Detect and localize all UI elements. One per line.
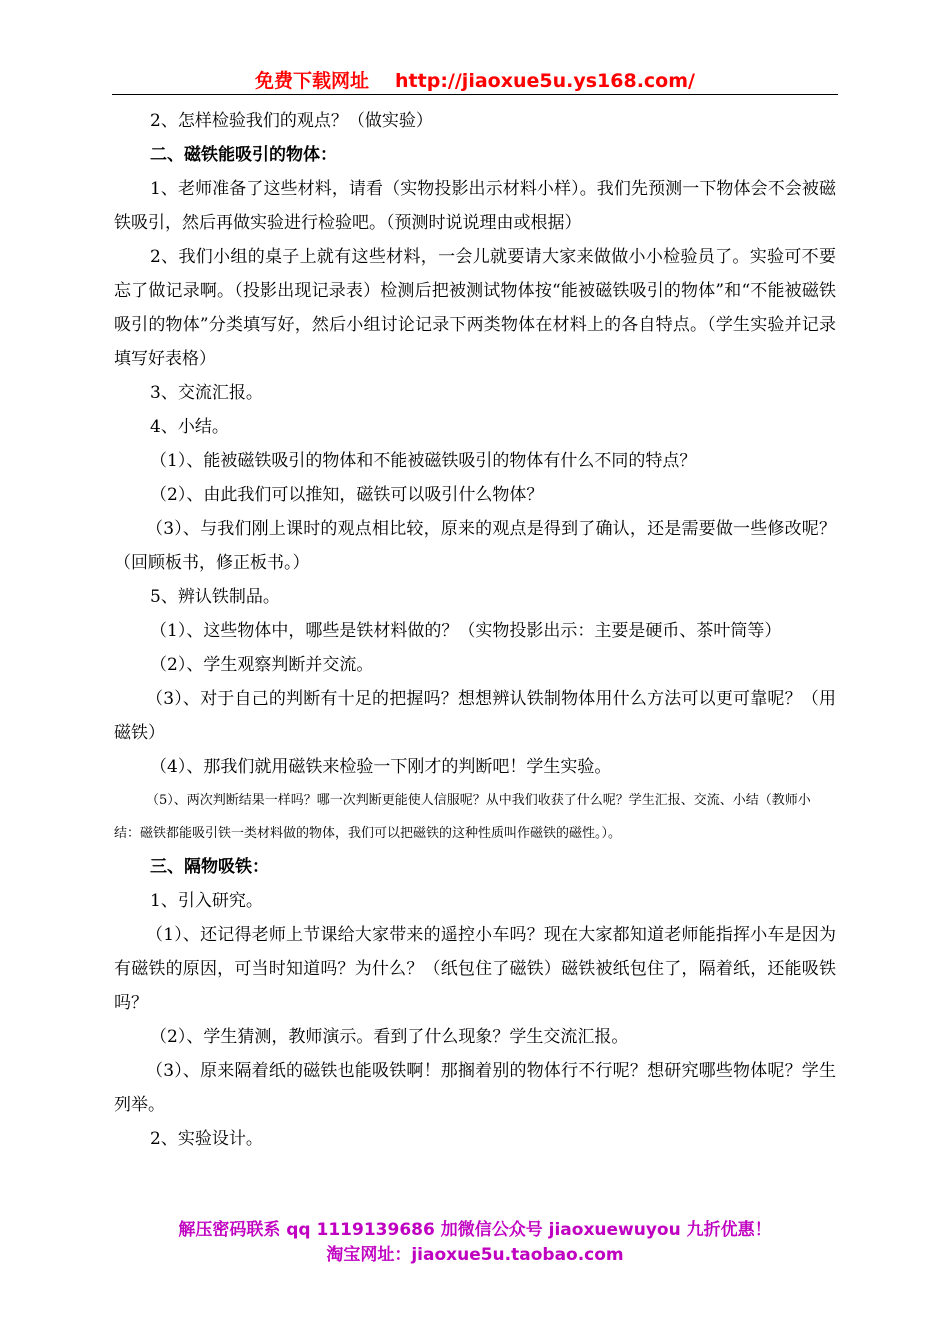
list-item: （2）、由此我们可以推知，磁铁可以吸引什么物体？ (150, 485, 544, 505)
list-item: （1）、这些物体中，哪些是铁材料做的？（实物投影出示：主要是硬币、茶叶筒等） (150, 621, 782, 641)
list-item-small: （5）、两次判断结果一样吗？哪一次判断更能使人信服呢？从中我们收获了什么呢？学生汇报、交流、小结（教师小结：磁铁都能吸引铁一类材料做的物体，我们可以把磁铁的这种性质叫作磁铁的磁性。）。 (114, 793, 811, 841)
page-footer (0, 1218, 950, 1268)
header-url[interactable]: http://jiaoxue5u.ys168.com/ (395, 70, 695, 92)
paragraph: 1、引入研究。 (150, 891, 263, 911)
section-heading: 三、隔物吸铁： (150, 857, 269, 877)
footer-contact-line: 解压密码联系 qq 1119139686 加微信公众号 jiaoxuewuyou 九折优惠！ (178, 1220, 772, 1240)
paragraph: 5、辨认铁制品。 (150, 587, 280, 607)
paragraph: 2、怎样检验我们的观点？（做实验） (150, 111, 433, 131)
paragraph: 4、小结。 (150, 417, 229, 437)
list-item: （1）、能被磁铁吸引的物体和不能被磁铁吸引的物体有什么不同的特点？ (150, 451, 697, 471)
list-item: （1）、还记得老师上节课给大家带来的遥控小车吗？现在大家都知道老师能指挥小车是因为有磁铁的原因，可当时知道吗？为什么？（纸包住了磁铁）磁铁被纸包住了，隔着纸，还能吸铁吗？ (114, 925, 836, 1013)
footer-shop-line[interactable]: 淘宝网址：jiaoxue5u.taobao.com (326, 1245, 624, 1265)
list-item: （2）、学生猜测，教师演示。看到了什么现象？学生交流汇报。 (150, 1027, 629, 1047)
page-header (0, 66, 950, 93)
header-divider (112, 94, 838, 95)
paragraph: 2、实验设计。 (150, 1129, 263, 1149)
paragraph: 2、我们小组的桌子上就有这些材料，一会儿就要请大家来做做小小检验员了。实验可不要忘了做记录啊。（投影出现记录表）检测后把被测试物体按“能被磁铁吸引的物体”和“不能被磁铁吸引的物体”分类填写好，然后小组讨论记录下两类物体在材料上的各自特点。（学生实验并记录填写好表格） (114, 247, 836, 369)
header-label: 免费下载网址 (255, 70, 370, 92)
paragraph: 1、老师准备了这些材料，请看（实物投影出示材料小样）。我们先预测一下物体会不会被磁铁吸引，然后再做实验进行检验吧。（预测时说说理由或根据） (114, 179, 836, 233)
list-item: （3）、原来隔着纸的磁铁也能吸铁啊！那搁着别的物体行不行呢？想研究哪些物体呢？学生列举。 (114, 1061, 836, 1115)
list-item: （3）、对于自己的判断有十足的把握吗？想想辨认铁制物体用什么方法可以更可靠呢？（用磁铁） (114, 689, 836, 743)
list-item: （4）、那我们就用磁铁来检验一下刚才的判断吧！学生实验。 (150, 757, 612, 777)
list-item: （2）、学生观察判断并交流。 (150, 655, 374, 675)
list-item: （3）、与我们刚上课时的观点相比较，原来的观点是得到了确认，还是需要做一些修改呢？（回顾板书，修正板书。） (114, 519, 836, 573)
paragraph: 3、交流汇报。 (150, 383, 263, 403)
document-body (114, 104, 836, 1156)
section-heading: 二、磁铁能吸引的物体： (150, 145, 337, 165)
